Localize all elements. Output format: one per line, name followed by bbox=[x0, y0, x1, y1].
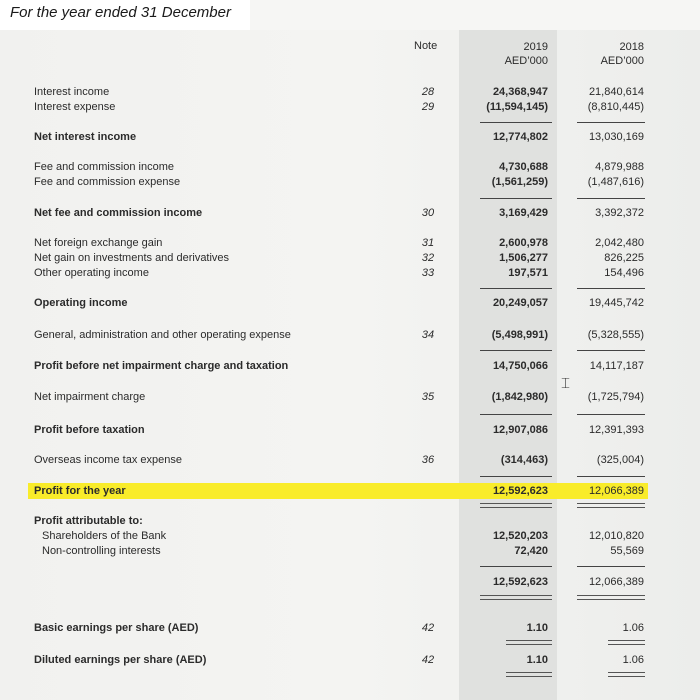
value-2018: 4,879,988 bbox=[595, 161, 644, 173]
row-label: Profit for the year bbox=[34, 485, 126, 497]
subtotal-rule bbox=[480, 198, 552, 199]
subtotal-rule bbox=[577, 414, 645, 415]
value-2018: 14,117,187 bbox=[589, 360, 644, 372]
text-cursor-icon: ⌶ bbox=[561, 375, 571, 392]
subtotal-rule bbox=[577, 122, 645, 123]
subtotal-rule bbox=[480, 350, 552, 351]
row-note: 29 bbox=[421, 101, 435, 113]
value-2019: 1.10 bbox=[526, 622, 548, 634]
value-2019: 14,750,066 bbox=[492, 360, 548, 372]
subtotal-rule bbox=[480, 414, 552, 415]
year-2019-unit: AED’000 bbox=[504, 55, 548, 67]
row-label: Operating income bbox=[34, 297, 128, 309]
row-note: 30 bbox=[421, 207, 435, 219]
row-label: Net foreign exchange gain bbox=[34, 237, 163, 249]
subtotal-rule bbox=[577, 288, 645, 289]
total-double-rule bbox=[577, 595, 645, 600]
header-strip-edge bbox=[250, 0, 700, 30]
row-note: 33 bbox=[421, 267, 435, 279]
total-double-rule bbox=[480, 595, 552, 600]
subtotal-rule bbox=[577, 350, 645, 351]
value-2019: 197,571 bbox=[508, 267, 548, 279]
statement-heading: For the year ended 31 December bbox=[10, 4, 231, 21]
value-2019: (11,594,145) bbox=[486, 101, 548, 113]
row-label: Profit before taxation bbox=[34, 424, 145, 436]
total-double-rule bbox=[506, 640, 552, 645]
note-column-header: Note bbox=[414, 40, 438, 52]
value-2018: 12,010,820 bbox=[588, 530, 644, 542]
row-label: Interest income bbox=[34, 86, 110, 98]
value-2018: (325,004) bbox=[596, 454, 644, 466]
row-label: Net fee and commission income bbox=[34, 207, 203, 219]
row-label: Net interest income bbox=[34, 131, 137, 143]
row-note: 42 bbox=[421, 622, 435, 634]
total-double-rule bbox=[577, 503, 645, 508]
value-2018: 21,840,614 bbox=[588, 86, 644, 98]
year-2018-header bbox=[576, 40, 644, 68]
value-2018: 1.06 bbox=[622, 622, 644, 634]
value-2019: 12,592,623 bbox=[492, 485, 548, 497]
subtotal-rule bbox=[577, 566, 645, 567]
value-2018: 13,030,169 bbox=[588, 131, 644, 143]
row-label: Basic earnings per share (AED) bbox=[34, 622, 199, 634]
row-label: Overseas income tax expense bbox=[34, 454, 182, 466]
value-2018: 12,066,389 bbox=[588, 485, 644, 497]
subtotal-rule bbox=[480, 476, 552, 477]
value-2018: 12,066,389 bbox=[588, 576, 644, 588]
total-double-rule bbox=[608, 640, 645, 645]
value-2019: 20,249,057 bbox=[492, 297, 548, 309]
year-2018-label: 2018 bbox=[619, 41, 644, 53]
total-double-rule bbox=[480, 503, 552, 508]
value-2018: 55,569 bbox=[610, 545, 644, 557]
value-2018: 12,391,393 bbox=[588, 424, 644, 436]
row-label: Other operating income bbox=[34, 267, 149, 279]
total-double-rule bbox=[608, 672, 645, 677]
year-2018-unit: AED’000 bbox=[600, 55, 644, 67]
row-label: Shareholders of the Bank bbox=[42, 530, 167, 542]
row-note: 34 bbox=[421, 329, 435, 341]
value-2019: 12,592,623 bbox=[492, 576, 548, 588]
value-2019: 3,169,429 bbox=[499, 207, 548, 219]
value-2019: 4,730,688 bbox=[499, 161, 548, 173]
row-note: 28 bbox=[421, 86, 435, 98]
value-2018: (1,725,794) bbox=[587, 391, 644, 403]
value-2019: (5,498,991) bbox=[491, 329, 548, 341]
value-2018: 154,496 bbox=[604, 267, 644, 279]
row-label: Net gain on investments and derivatives bbox=[34, 252, 230, 264]
row-label: General, administration and other operating expense bbox=[34, 329, 291, 341]
row-label: Net impairment charge bbox=[34, 391, 146, 403]
value-2018: (1,487,616) bbox=[587, 176, 644, 188]
value-2018: 1.06 bbox=[622, 654, 644, 666]
row-label: Diluted earnings per share (AED) bbox=[34, 654, 207, 666]
row-label: Fee and commission expense bbox=[34, 176, 181, 188]
value-2018: (8,810,445) bbox=[587, 101, 644, 113]
row-label: Fee and commission income bbox=[34, 161, 175, 173]
value-2018: (5,328,555) bbox=[587, 329, 644, 341]
row-label: Non-controlling interests bbox=[42, 545, 161, 557]
subtotal-rule bbox=[480, 122, 552, 123]
value-2019: 12,774,802 bbox=[492, 131, 548, 143]
row-note: 35 bbox=[421, 391, 435, 403]
total-double-rule bbox=[506, 672, 552, 677]
row-label: Profit attributable to: bbox=[34, 515, 143, 527]
year-2019-label: 2019 bbox=[523, 41, 548, 53]
value-2018: 2,042,480 bbox=[595, 237, 644, 249]
year-2019-header bbox=[480, 40, 548, 68]
value-2019: 2,600,978 bbox=[499, 237, 548, 249]
value-2018: 3,392,372 bbox=[595, 207, 644, 219]
row-note: 42 bbox=[421, 654, 435, 666]
subtotal-rule bbox=[577, 198, 645, 199]
value-2019: 1,506,277 bbox=[499, 252, 548, 264]
value-2019: 12,520,203 bbox=[492, 530, 548, 542]
row-label: Profit before net impairment charge and taxation bbox=[34, 360, 289, 372]
value-2019: (1,842,980) bbox=[491, 391, 548, 403]
row-note: 36 bbox=[421, 454, 435, 466]
value-2019: 24,368,947 bbox=[492, 86, 548, 98]
value-2019: 72,420 bbox=[514, 545, 548, 557]
value-2019: (314,463) bbox=[500, 454, 548, 466]
value-2018: 19,445,742 bbox=[588, 297, 644, 309]
subtotal-rule bbox=[480, 288, 552, 289]
value-2019: 12,907,086 bbox=[492, 424, 548, 436]
value-2019: (1,561,259) bbox=[491, 176, 548, 188]
subtotal-rule bbox=[577, 476, 645, 477]
value-2019: 1.10 bbox=[526, 654, 548, 666]
row-note: 32 bbox=[421, 252, 435, 264]
value-2018: 826,225 bbox=[604, 252, 644, 264]
row-label: Interest expense bbox=[34, 101, 116, 113]
row-note: 31 bbox=[421, 237, 435, 249]
subtotal-rule bbox=[480, 566, 552, 567]
